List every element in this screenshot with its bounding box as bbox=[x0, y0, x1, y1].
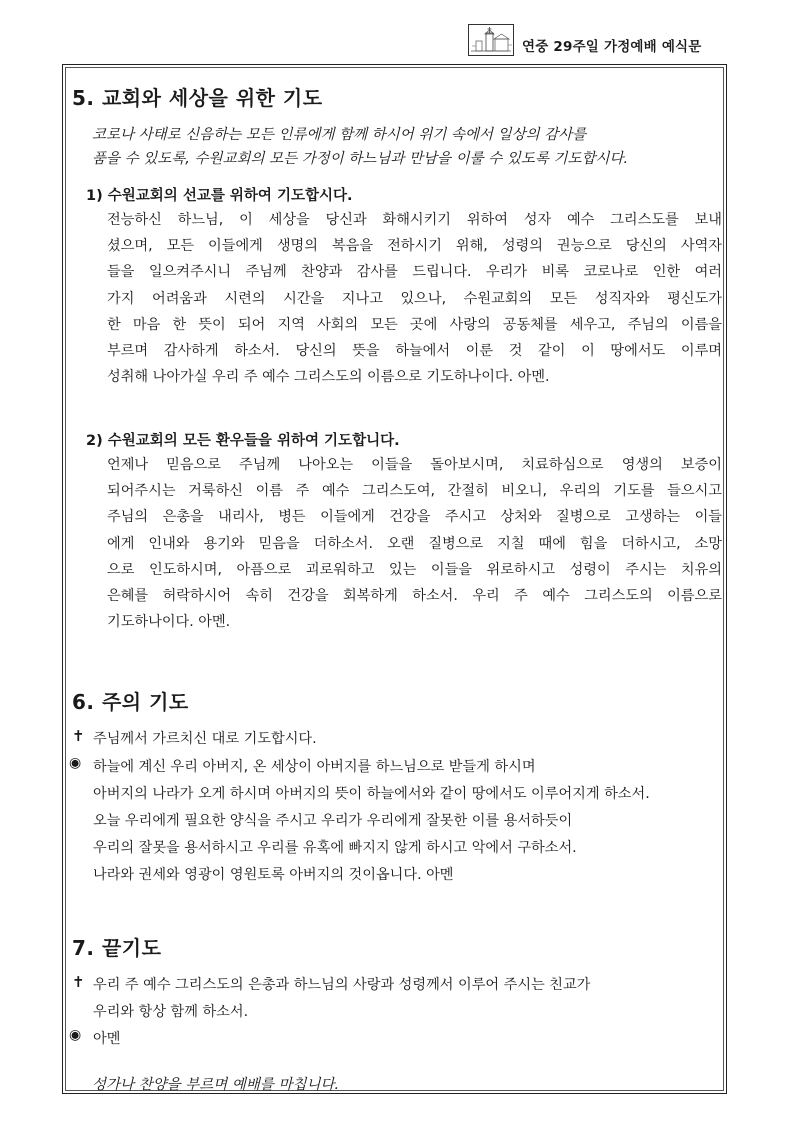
cross-icon: ✝ bbox=[72, 973, 85, 991]
prayer-line: 에게 인내와 용기와 믿음을 더하소서. 오랜 질병으로 지칠 때에 힘을 더하시고, 소망 bbox=[107, 535, 722, 552]
prayer-line: 셨으며, 모든 이들에게 생명의 복음을 전하시기 위해, 성령의 권능으로 당신의 사역자 bbox=[107, 238, 722, 255]
prayer-line: 전능하신 하느님, 이 세상을 당신과 화해시키기 위하여 성자 예수 그리스도를 보내 bbox=[107, 212, 722, 228]
prayer-line: 기도하나이다. 아멘. bbox=[107, 614, 231, 631]
prayer-line: 가지 어려움과 시련의 시간을 지나고 있으나, 수원교회의 모든 성직자와 평신도가 bbox=[107, 290, 722, 307]
closing-prayer-line: 우리 주 예수 그리스도의 은총과 하느님의 사랑과 성령께서 이루어 주시는 친교가 bbox=[93, 977, 591, 993]
section5-intro-line: 코로나 사태로 신음하는 모든 인류에게 함께 하시어 위기 속에서 일상의 감사를 bbox=[92, 127, 587, 143]
section5-title: 5. 교회와 세상을 위한 기도 bbox=[72, 86, 323, 110]
prayer-line: 한 마음 한 뜻이 되어 지역 사회의 모든 곳에 사랑의 공동체를 세우고, 주님의 이름을 bbox=[107, 316, 722, 333]
prayer-line: 은혜를 허락하시어 속히 건강을 회복하게 하소서. 우리 주 예수 그리스도의 이름으로 bbox=[107, 587, 722, 604]
lords-prayer-line: 하늘에 계신 우리 아버지, 온 세상이 아버지를 하느님으로 받들게 하시며 bbox=[93, 759, 536, 775]
lords-prayer-line: 나라와 권세와 영광이 영원토록 아버지의 것이옵니다. 아멘 bbox=[93, 867, 454, 883]
closing-prayer-line: 우리와 항상 함께 하소서. bbox=[93, 1004, 249, 1020]
prayer-line: 들을 일으켜주시니 주님께 찬양과 감사를 드립니다. 우리가 비록 코로나로 인한 여러 bbox=[107, 264, 722, 281]
prayer-line: 성취해 나아가실 우리 주 예수 그리스도의 이름으로 기도하나이다. 아멘. bbox=[107, 369, 550, 386]
prayer2-body bbox=[107, 452, 722, 635]
section7-title: 7. 끝기도 bbox=[72, 936, 162, 960]
cross-icon: ✝ bbox=[72, 727, 85, 745]
lords-prayer-line: 오늘 우리에게 필요한 양식을 주시고 우리가 우리에게 잘못한 이를 용서하듯이 bbox=[93, 813, 573, 829]
lords-prayer-line: 아버지의 나라가 오게 하시며 아버지의 뜻이 하늘에서와 같이 땅에서도 이루어지게 하소서. bbox=[93, 786, 650, 802]
prayer2-heading: 2) 수원교회의 모든 환우들을 위하여 기도합니다. bbox=[86, 433, 400, 449]
prayer-line: 부르며 감사하게 하소서. 당신의 뜻을 하늘에서 이룬 것 같이 이 땅에서도 이루며 bbox=[107, 342, 722, 359]
document-title: 연중 29주일 가정예배 예식문 bbox=[522, 39, 702, 55]
circle-dot-icon: ◉ bbox=[69, 1027, 82, 1043]
prayer1-body bbox=[107, 207, 722, 390]
circle-dot-icon: ◉ bbox=[69, 755, 82, 771]
prayer-line: 되어주시는 거룩하신 이름 주 예수 그리스도여, 간절히 비오니, 우리의 기도를 들으시고 bbox=[107, 483, 722, 500]
lords-prayer-line: 우리의 잘못을 용서하시고 우리를 유혹에 빠지지 않게 하시고 악에서 구하소서. bbox=[93, 840, 577, 856]
prayer-line: 언제나 믿음으로 주님께 나아오는 이들을 돌아보시며, 치료하심으로 영생의 보증이 bbox=[107, 457, 722, 473]
church-logo-icon bbox=[468, 24, 514, 56]
section5-intro-line: 품을 수 있도록, 수원교회의 모든 가정이 하느님과 만남을 이룰 수 있도록 기도합시다. bbox=[92, 151, 629, 167]
prayer-line: 주님의 은총을 내리사, 병든 이들에게 건강을 주시고 상처와 질병으로 고생하는 이들 bbox=[107, 509, 722, 526]
page-header bbox=[468, 22, 733, 56]
prayer-line: 으로 인도하시며, 아픔으로 괴로워하고 있는 이들을 위로하시고 성령이 주시는 치유의 bbox=[107, 561, 722, 578]
amen-response: 아멘 bbox=[93, 1031, 121, 1047]
closing-note: 성가나 찬양을 부르며 예배를 마칩니다. bbox=[92, 1077, 340, 1093]
prayer1-heading: 1) 수원교회의 선교를 위하여 기도합시다. bbox=[86, 188, 353, 204]
section6-title: 6. 주의 기도 bbox=[72, 690, 189, 714]
leader-line: 주님께서 가르치신 대로 기도합시다. bbox=[93, 731, 317, 747]
